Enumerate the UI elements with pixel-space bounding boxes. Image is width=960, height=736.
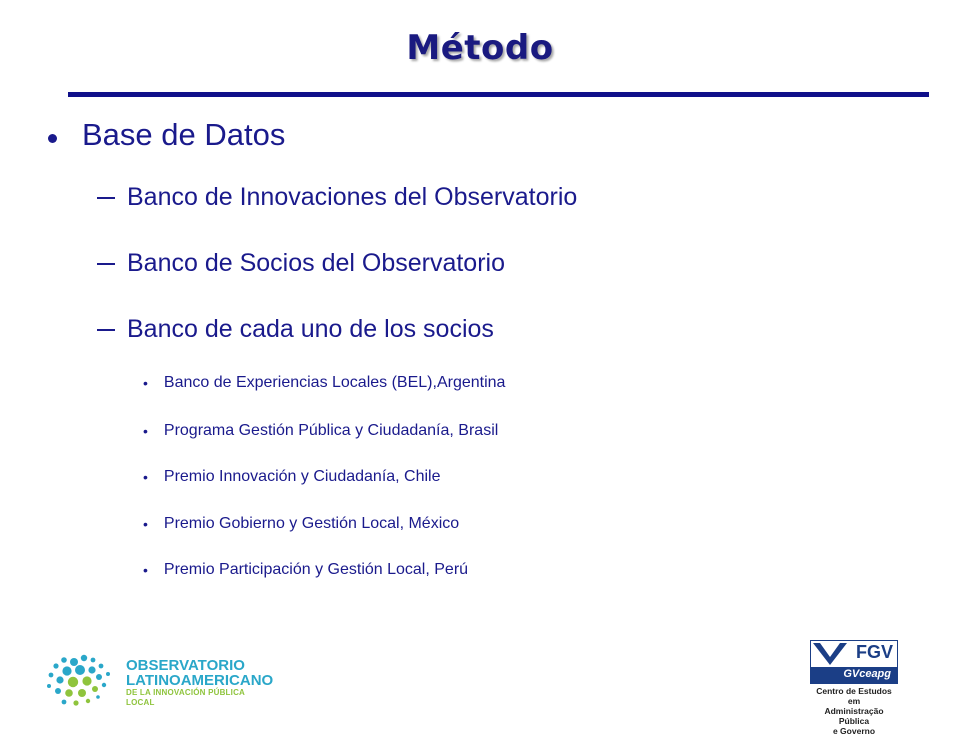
list-item-text: Banco de Experiencias Locales (BEL),Argentina <box>163 374 506 391</box>
list-item-level3 <box>143 512 459 536</box>
bullet-level1 <box>48 113 285 157</box>
list-item-text: Premio Participación y Gestión Local, Perú <box>163 561 469 578</box>
fgv-chevron-icon <box>813 641 847 667</box>
dash-icon <box>97 329 115 331</box>
list-item-level2 <box>97 245 505 281</box>
list-item-text: Premio Gobierno y Gestión Local, México <box>163 515 460 532</box>
bullet-level1-text: Base de Datos <box>82 117 286 152</box>
dots-mark-icon <box>40 648 122 708</box>
fgv-desc-line2: Administração Pública <box>824 706 884 726</box>
logo-line3: DE LA INNOVACIÓN PÚBLICA LOCAL <box>126 688 245 707</box>
bullet-icon: • <box>143 469 148 485</box>
list-item-text: Programa Gestión Pública y Ciudadanía, Brasil <box>163 422 499 439</box>
dash-icon <box>97 263 115 265</box>
bullet-icon: • <box>143 516 148 532</box>
list-item-text: Banco de Innovaciones del Observatorio <box>127 182 578 211</box>
bullet-icon: • <box>143 375 148 391</box>
fgv-description <box>810 686 898 736</box>
title-divider <box>68 92 929 97</box>
dash-icon <box>97 197 115 199</box>
slide-title: Método <box>406 28 554 68</box>
logo-line2: LATINOAMERICANO <box>126 672 274 689</box>
list-item-text: Banco de Socios del Observatorio <box>127 248 505 277</box>
list-item-level3 <box>143 558 468 582</box>
list-item-level2 <box>97 179 577 215</box>
fgv-mark <box>810 640 898 684</box>
bullet-dot-icon <box>48 134 57 143</box>
fgv-mark-text: FGV <box>855 642 893 662</box>
observatorio-logo <box>40 648 274 708</box>
fgv-desc-line1: Centro de Estudos em <box>816 686 892 706</box>
list-item-level3 <box>143 371 505 395</box>
fgv-desc-line3: e Governo <box>832 726 876 736</box>
bullet-icon: • <box>143 423 148 439</box>
list-item-text: Premio Innovación y Ciudadanía, Chile <box>163 468 441 485</box>
list-item-level3 <box>143 419 498 443</box>
fgv-band-text: GVceapg <box>843 668 891 680</box>
fgv-band <box>811 667 897 683</box>
fgv-logo <box>810 640 898 736</box>
list-item-level2 <box>97 311 494 347</box>
bullet-icon: • <box>143 562 148 578</box>
list-item-level3 <box>143 465 441 489</box>
logo-line1: OBSERVATORIO <box>126 657 245 674</box>
list-item-text: Banco de cada uno de los socios <box>127 314 494 343</box>
